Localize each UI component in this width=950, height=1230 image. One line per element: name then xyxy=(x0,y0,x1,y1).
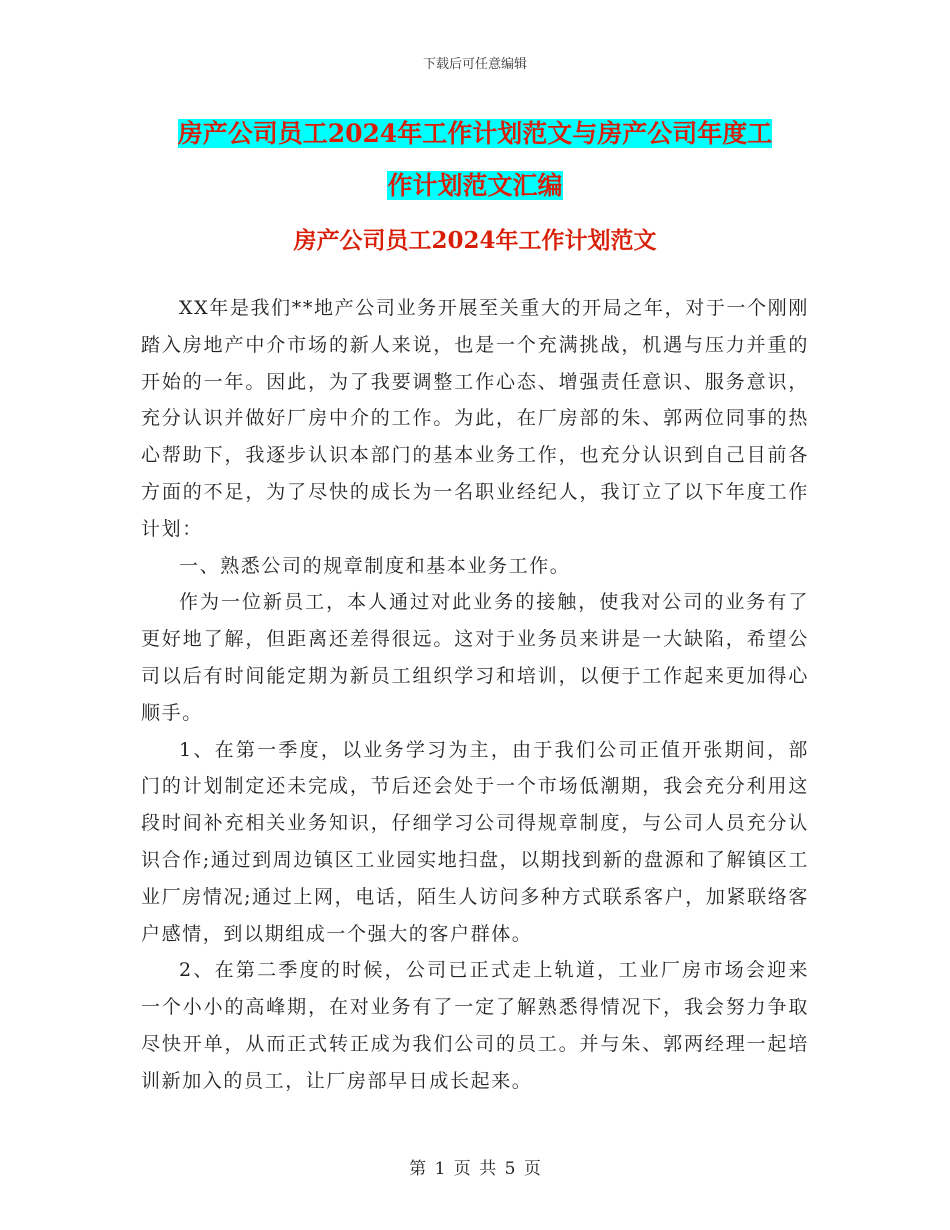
section-title: 房产公司员工2024年工作计划范文 xyxy=(293,227,657,254)
body-text xyxy=(141,290,809,1100)
document-title xyxy=(0,108,950,212)
paragraph: 2、在第二季度的时候，公司已正式走上轨道，工业厂房市场会迎来一个小小的高峰期，在对业务有了一定了解熟悉得情况下，我会努力争取尽快开单，从而正式转正成为我们公司的员工。并与朱、郭两经理一起培训新加入的员工，让厂房部早日成长起来。 xyxy=(141,959,809,1092)
page-footer: 第 1 页 共 5 页 xyxy=(409,1159,541,1179)
paragraph: 1、在第一季度，以业务学习为主，由于我们公司正值开张期间，部门的计划制定还未完成，节后还会处于一个市场低潮期，我会充分利用这段时间补充相关业务知识，仔细学习公司得规章制度，与公司人员充分认识合作;通过到周边镇区工业园实地扫盘，以期找到新的盘源和了解镇区工业厂房情况;通过上网，电话，陌生人访问多种方式联系客户，加紧联络客户感情，到以期组成一个强大的客户群体。 xyxy=(141,738,809,945)
title-line-2: 作计划范文汇编 xyxy=(387,171,563,200)
page-header: 下载后可任意编辑 xyxy=(422,57,527,72)
paragraph: 一、熟悉公司的规章制度和基本业务工作。 xyxy=(179,554,571,577)
paragraph: XX年是我们**地产公司业务开展至关重大的开局之年，对于一个刚刚踏入房地产中介市场的新人来说，也是一个充满挑战，机遇与压力并重的开始的一年。因此，为了我要调整工作心态、增强责任意识、服务意识，充分认识并做好厂房中介的工作。为此，在厂房部的朱、郭两位同事的热心帮助下，我逐步认识本部门的基本业务工作，也充分认识到自己目前各方面的不足，为了尽快的成长为一名职业经纪人，我订立了以下年度工作计划： xyxy=(141,297,809,540)
paragraph: 作为一位新员工，本人通过对此业务的接触，使我对公司的业务有了更好地了解，但距离还差得很远。这对于业务员来讲是一大缺陷，希望公司以后有时间能定期为新员工组织学习和培训，以便于工作起来更加得心顺手。 xyxy=(141,591,809,724)
title-line-1: 房产公司员工2024年工作计划范文与房产公司年度工 xyxy=(177,119,773,148)
